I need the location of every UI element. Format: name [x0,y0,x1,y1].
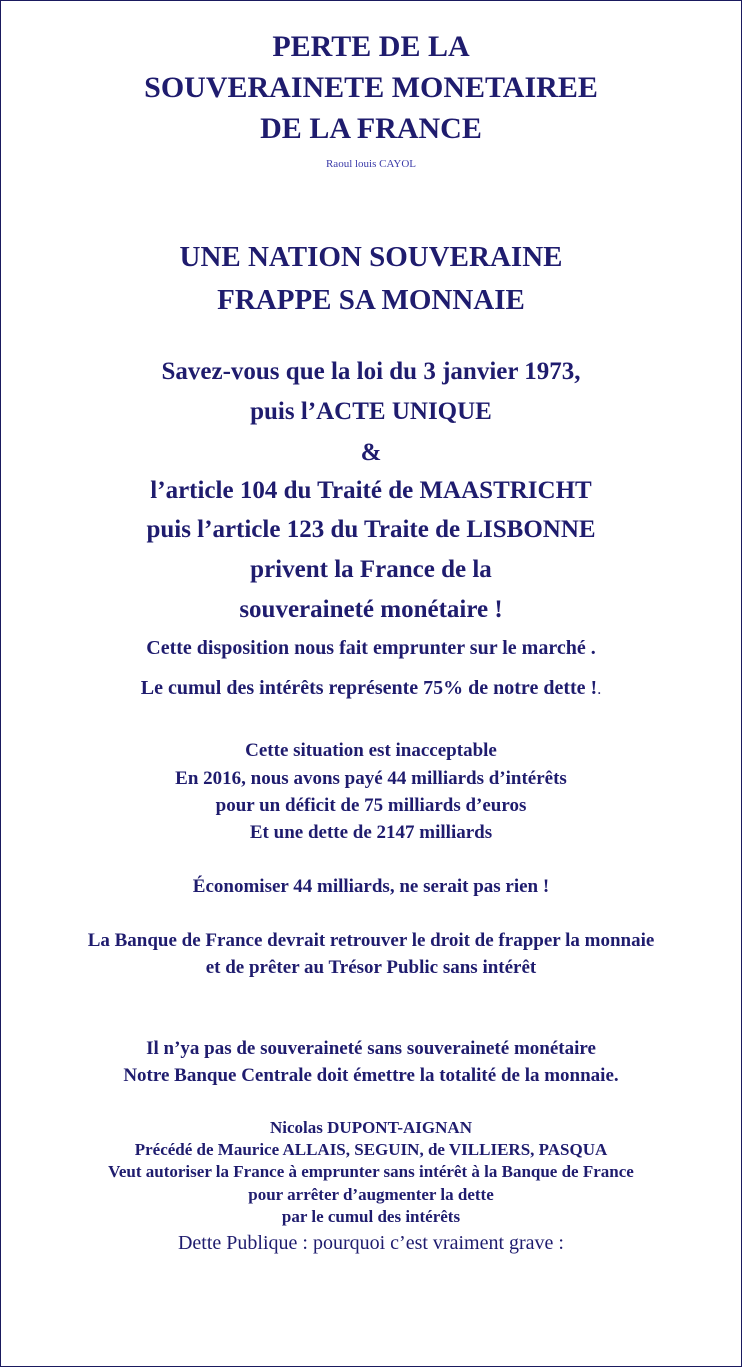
politics-line-4: pour arrêter d’augmenter la dette [248,1185,494,1204]
author-name: Raoul louis CAYOL [325,158,417,170]
title-line-1: PERTE DE LA [272,30,470,63]
politics-line-2: Précédé de Maurice ALLAIS, SEGUIN, de VILLIERS, PASQUA [134,1140,608,1159]
question-line-5: puis l’article 123 du Traite de LISBONNE [146,516,596,543]
bank-line-2: et de prêter au Trésor Public sans intérêt [205,957,537,978]
question-line-6: privent la France de la [250,556,492,583]
consequence-line-1: Cette disposition nous fait emprunter sur le marché . [146,637,596,659]
title-line-2: SOUVERAINETE MONETAIREE [144,71,598,104]
closing-line: Dette Publique : pourquoi c’est vraiment grave : [177,1232,564,1254]
question-line-4: l’article 104 du Traité de MAASTRICHT [150,477,592,504]
question-line-2: puis l’ACTE UNIQUE [250,398,492,425]
title-line-3: DE LA FRANCE [260,112,482,145]
situation-line-1: Cette situation est inacceptable [245,740,497,761]
headline-line-1: UNE NATION SOUVERAINE [179,241,563,273]
question-line-3: & [360,439,382,466]
headline-line-2: FRAPPE SA MONNAIE [217,284,525,316]
situation-line-4: Et une dette de 2147 milliards [249,822,493,843]
consequence-line-2 [1,678,741,698]
sovereignty-line-1: Il n’ya pas de souveraineté sans souveraineté monétaire [146,1038,596,1059]
politics-line-1: Nicolas DUPONT-AIGNAN [270,1118,472,1137]
politics-line-3: Veut autoriser la France à emprunter sans intérêt à la Banque de France [108,1162,634,1181]
situation-line-2: En 2016, nous avons payé 44 milliards d’intérêts [175,768,567,789]
bank-line-1: La Banque de France devrait retrouver le droit de frapper la monnaie [87,930,655,951]
consequence-line-2-main: Le cumul des intérêts représente 75% de notre dette ! [140,677,598,699]
question-line-1: Savez-vous que la loi du 3 janvier 1973, [161,358,581,385]
situation-line-3: pour un déficit de 75 milliards d’euros [215,795,527,816]
question-line-7: souveraineté monétaire ! [239,596,503,623]
politics-line-5: par le cumul des intérêts [281,1207,461,1226]
economy-line: Économiser 44 milliards, ne serait pas rien ! [192,876,550,897]
sovereignty-line-2: Notre Banque Centrale doit émettre la totalité de la monnaie. [123,1065,619,1086]
consequence-line-2-tail: . [597,681,602,698]
